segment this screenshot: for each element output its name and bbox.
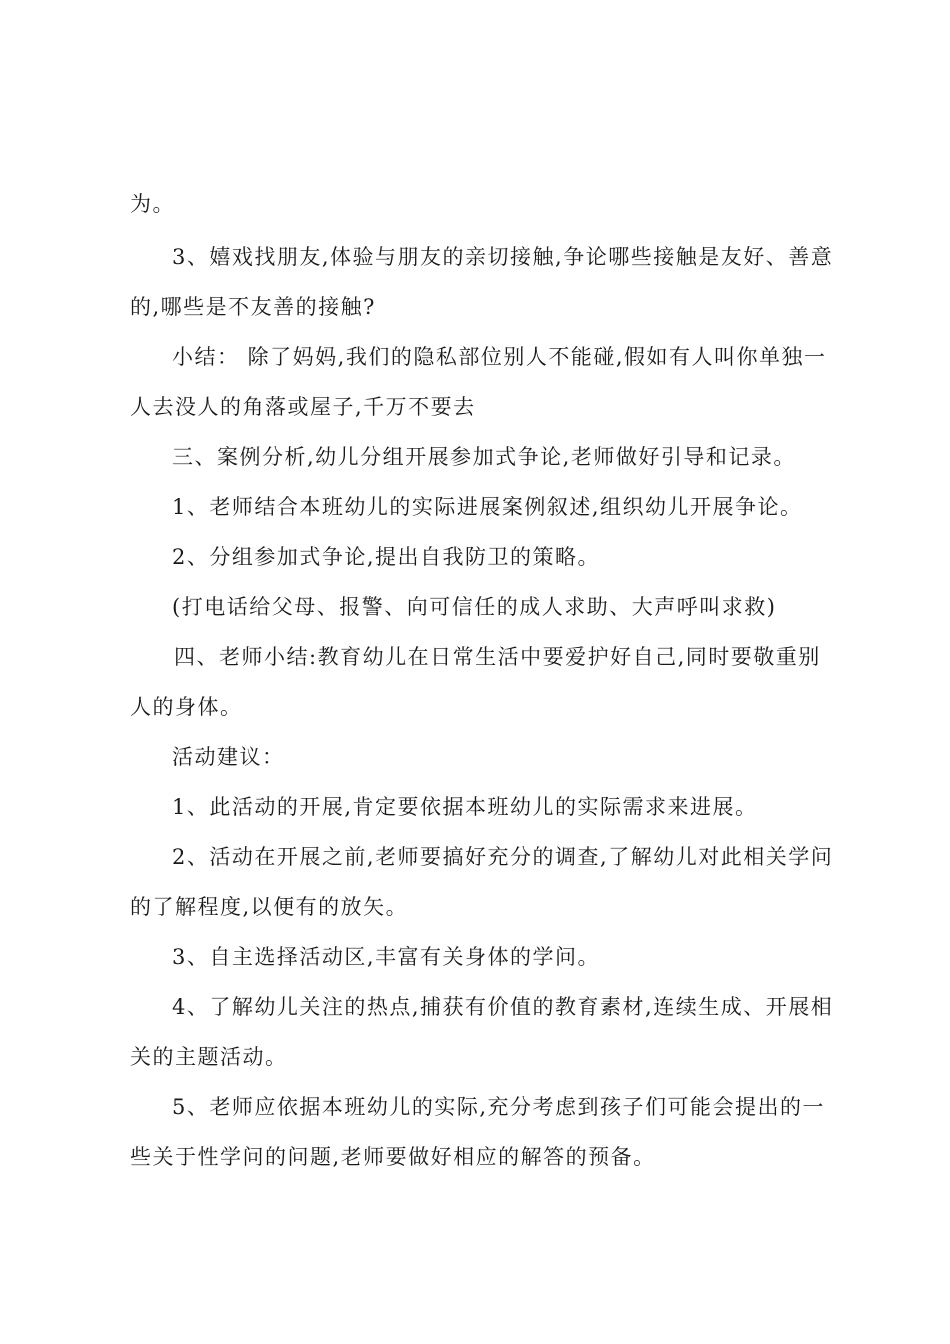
- text-line: 关的主题活动。: [130, 1045, 288, 1069]
- section-four-heading: 四、老师小结:教育幼儿在日常生活中要爱护好自己,同时要敬重别: [174, 645, 821, 669]
- text-line: 2、活动在开展之前,老师要搞好充分的调查,了解幼儿对此相关学问: [172, 845, 834, 869]
- text-line: 的,哪些是不友善的接触?: [130, 295, 376, 319]
- text-line: 1、老师结合本班幼儿的实际进展案例叙述,组织幼儿开展争论。: [172, 495, 803, 519]
- section-three-heading: 三、案例分析,幼儿分组开展参加式争论,老师做好引导和记录。: [172, 445, 796, 469]
- text-line: (打电话给父母、报警、向可信任的成人求助、大声呼叫求救): [172, 595, 777, 619]
- text-line: 的了解程度,以便有的放矢。: [130, 895, 409, 919]
- text-line: 为。: [130, 192, 175, 216]
- text-line: 些关于性学问的问题,老师要做好相应的解答的预备。: [130, 1145, 656, 1169]
- text-line: 1、此活动的开展,肯定要依据本班幼儿的实际需求来进展。: [172, 795, 758, 819]
- summary-line-1: 小结： 除了妈妈,我们的隐私部位别人不能碰,假如有人叫你单独一: [172, 345, 827, 369]
- activity-suggestions-heading: 活动建议：: [172, 745, 285, 769]
- text-line: 4、了解幼儿关注的热点,捕获有价值的教育素材,连续生成、开展相: [172, 995, 834, 1019]
- text-line: 5、老师应依据本班幼儿的实际,充分考虑到孩子们可能会提出的一: [172, 1095, 826, 1119]
- text-line: 3、自主选择活动区,丰富有关身体的学问。: [172, 945, 601, 969]
- paragraph-3-line-1: 3、嬉戏找朋友,体验与朋友的亲切接触,争论哪些接触是友好、善意: [172, 245, 834, 269]
- text-line: 人的身体。: [130, 695, 243, 719]
- text-line: 2、分组参加式争论,提出自我防卫的策略。: [172, 545, 601, 569]
- text-line: 人去没人的角落或屋子,千万不要去: [130, 395, 476, 419]
